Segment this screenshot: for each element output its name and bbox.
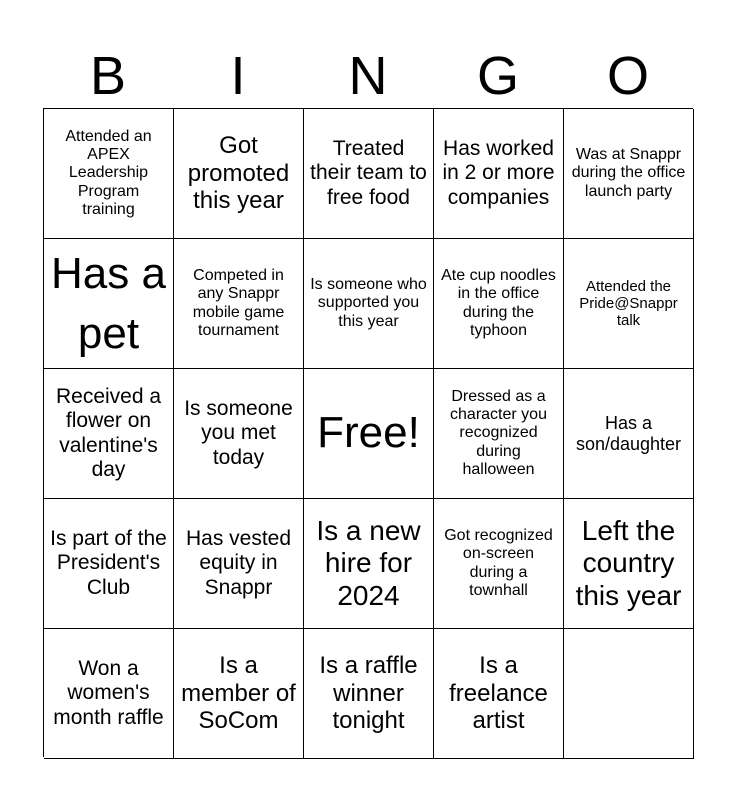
bingo-cell[interactable] [434,499,564,629]
bingo-cell[interactable] [304,239,434,369]
cell-text: Won a women's month raffle [53,657,164,729]
bingo-cell[interactable] [564,109,694,239]
bingo-cell[interactable] [44,239,174,369]
bingo-cell[interactable] [304,109,434,239]
bingo-header [43,44,693,108]
bingo-cell[interactable] [434,369,564,499]
bingo-cell[interactable] [564,369,694,499]
cell-text: Is a new hire for 2024 [316,515,421,611]
bingo-cell[interactable] [434,629,564,759]
cell-text: Got promoted this year [187,132,290,215]
cell-text: Is someone you met today [184,397,293,469]
bingo-cell[interactable] [434,109,564,239]
cell-text: Attended an APEX Leadership Program training [65,127,152,219]
cell-text: Ate cup noodles in the office during the typhoon [441,266,556,339]
cell-text: Attended the Pride@Snappr talk [579,277,678,330]
header-letter-i: I [230,46,246,106]
cell-text: Received a flower on valentine's day [55,385,162,481]
cell-text: Is a member of SoCom [181,652,296,735]
cell-text: Is a raffle winner tonight [319,652,418,735]
cell-text: Was at Snappr during the office launch party [571,145,686,200]
cell-text: Is someone who supported you this year [310,275,427,330]
cell-text: Got recognized on-screen during a townhall [444,526,553,599]
bingo-cell[interactable] [434,239,564,369]
bingo-cell[interactable] [564,499,694,629]
bingo-cell[interactable] [564,629,694,759]
cell-text: Left the country this year [575,515,682,611]
cell-text: Has a pet [51,249,166,358]
bingo-card-grid [43,108,693,757]
bingo-cell[interactable] [564,239,694,369]
bingo-cell[interactable] [44,369,174,499]
header-letter-n: N [348,46,388,106]
header-letter-b: B [89,46,127,106]
cell-text: Competed in any Snappr mobile game tournament [192,266,285,339]
bingo-cell[interactable] [174,629,304,759]
cell-text: Dressed as a character you recognized during halloween [450,387,547,479]
bingo-cell[interactable] [174,239,304,369]
bingo-cell[interactable] [44,629,174,759]
cell-text: Free! [317,408,420,458]
cell-text: Is part of the President's Club [50,527,167,599]
cell-text: Treated their team to free food [310,137,427,209]
bingo-cell[interactable] [304,499,434,629]
cell-text: Is a freelance artist [449,652,548,735]
bingo-cell[interactable] [174,109,304,239]
bingo-cell[interactable] [44,499,174,629]
header-letter-g: G [476,46,519,106]
bingo-cell[interactable] [174,499,304,629]
cell-text: Has a son/daughter [575,412,682,454]
bingo-cell[interactable] [174,369,304,499]
cell-text: Has vested equity in Snappr [185,527,292,599]
cell-text: Has worked in 2 or more companies [442,137,555,209]
header-letter-o: O [606,46,649,106]
bingo-cell[interactable] [304,629,434,759]
bingo-cell[interactable] [44,109,174,239]
bingo-free-cell[interactable] [304,369,434,499]
